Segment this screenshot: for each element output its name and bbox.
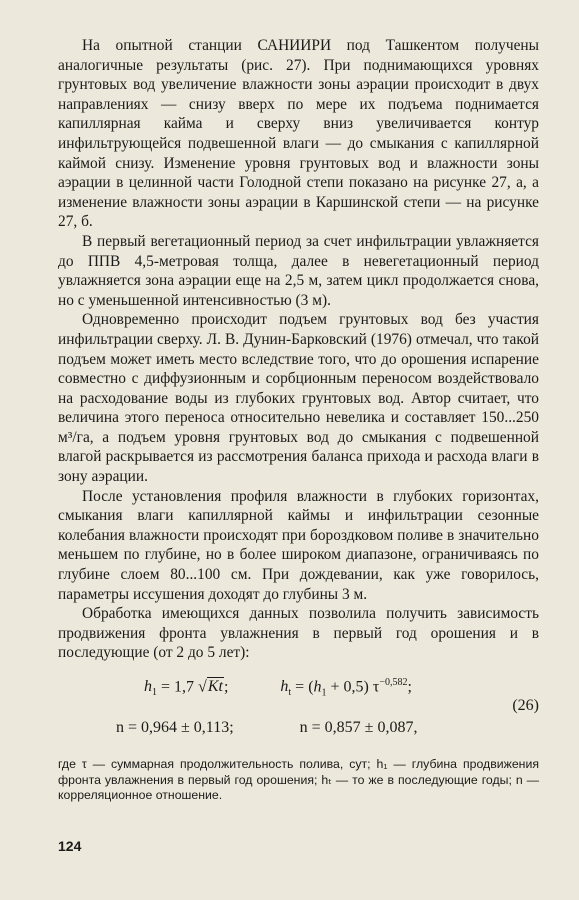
correlation-1: n = 0,964 ± 0,113; — [116, 719, 234, 736]
paragraph-2: В первый вегетационный период за счет инфильтрации увлажняется до ППВ 4,5-метровая толща, далее в невегетационный период увлажняется зона аэрации еще на 2,5 м, затем цикл продолжается снова, но с уменьшенной интенсивностью (3 м). — [58, 232, 539, 309]
formula-note: где τ — суммарная продолжительность полива, сут; h₁ — глубина продвижения фронта увлажнения в первый год орошения; hₜ — то же в последующие годы; n — корреляционное отношение. — [58, 757, 539, 803]
page-number: 124 — [58, 838, 82, 854]
formula-line-1: $h_1 = 1,7$ √Kt; $h_t = (h_1 + 0,5)$ $\tau^{-0,582}$; — [144, 677, 412, 699]
formula-ht: $h_t$ — [280, 678, 292, 699]
paragraph-3: Одновременно происходит подъем грунтовых вод без участия инфильтрации сверху. Л. В. Дунин-Барковский (1976) отмечал, что такой подъем может иметь место вследствие того, что до орошения испарение совместно с диффузионным и сорбционным переносом воздействовало на расходование воды из глубоких грунтовых вод. Автор считает, что величина этого переноса относительно невелика и составляет 150...250 м³/га, а подъем уровня грунтовых вод до смыкания с подвешенной влагой раскрывается из рассмотрения баланса прихода и расхода влаги в зону аэрации. — [58, 311, 539, 486]
paragraph-5: Обработка имеющихся данных позволила получить зависимость продвижения фронта увлажнения в первый год орошения и в последующие (от 2 до 5 лет): — [58, 605, 539, 662]
formula-h1: $h_1$ — [144, 678, 157, 699]
paragraph-1: На опытной станции САНИИРИ под Ташкентом получены аналогичные результаты (рис. 27). При поднимающихся уровнях грунтовых вод увеличение влажности зоны аэрации происходит в двух направлениях — снизу вверх по мере их подъема поднимается капиллярная кайма и сверху вниз увеличивается контур инфильтрующейся подвешенной влаги — до смыкания с капиллярной каймой снизу. Изменение уровня грунтовых вод и влажности зоны аэрации в целинной части Голодной степи показано на рисунке 27, а, а изменение влажности зоны аэрации в Каршинской степи — на рисунке 27, б. — [58, 37, 539, 231]
formula-26 — [58, 673, 539, 749]
paragraph-4: После установления профиля влажности в глубоких горизонтах, смыкания влаги капиллярной каймы и инфильтрации сезонные колебания влажности происходят при бороздковом поливе в значительно меньшем по глубине, но в более широком диапазоне, ограничиваясь по глубине слоем 80...100 см. При дождевании, как уже говорилось, параметры иссушения доходят до глубины 3 м. — [58, 487, 539, 603]
correlation-2: n = 0,857 ± 0,087, — [299, 719, 418, 736]
equation-number: (26) — [512, 697, 539, 714]
formula-line-2 — [116, 719, 417, 737]
